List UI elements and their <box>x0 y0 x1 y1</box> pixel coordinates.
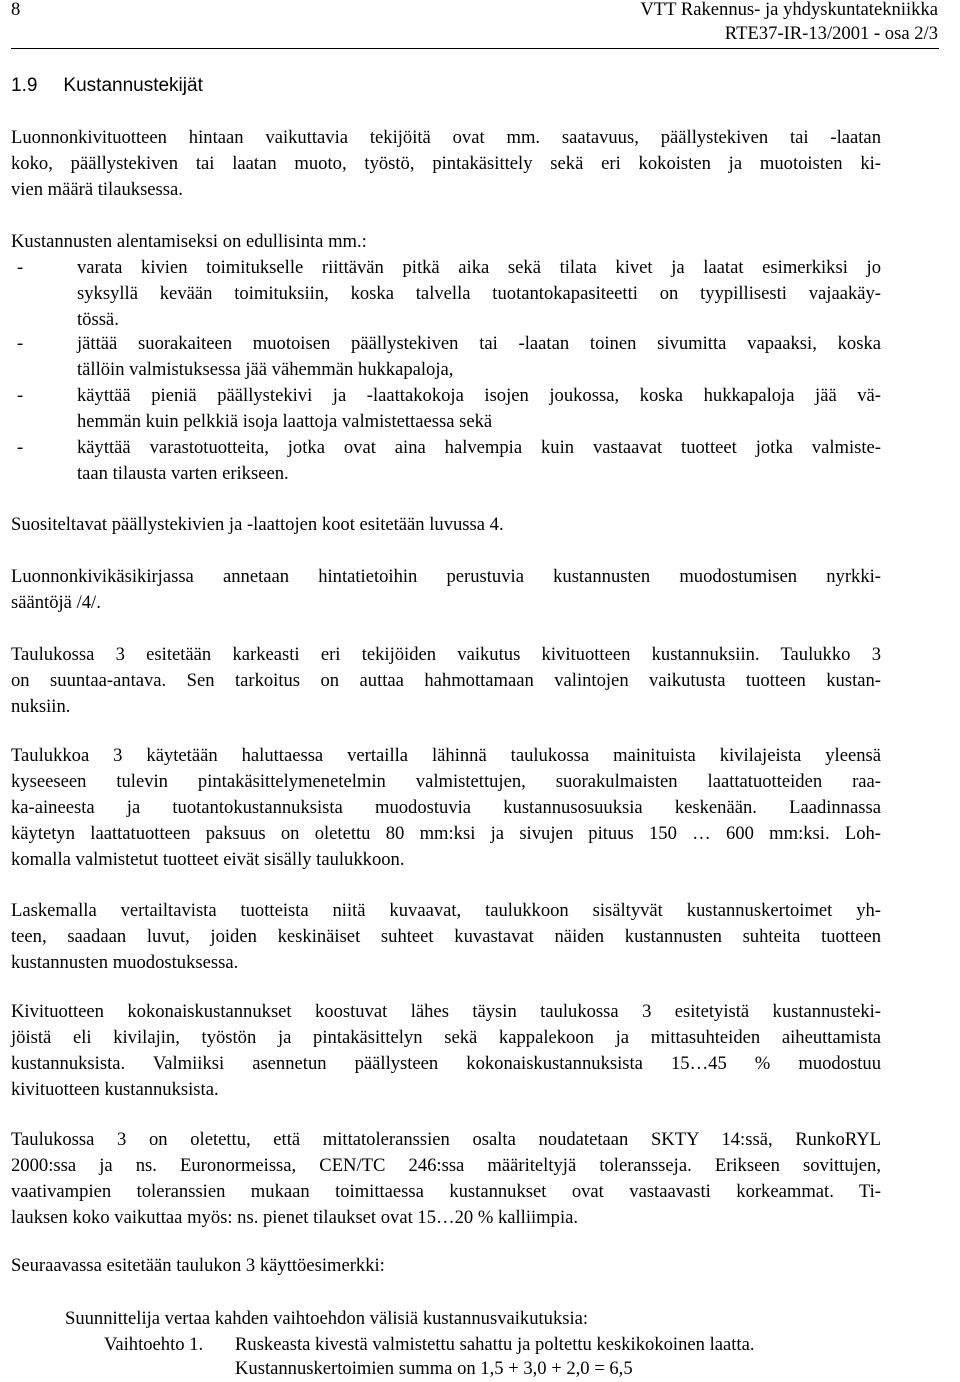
example-option-text: Ruskeasta kivestä valmistettu sahattu ja poltettu keskikokoinen laatta. <box>235 1334 755 1355</box>
list-item-line: tössä. <box>77 309 119 330</box>
list-item-line: varata kivien toimitukselle riittävän pitkä aika sekä tilata kivet ja laatat esimerkiksi jo <box>77 257 881 278</box>
paragraph-line: kyseeseen tulevin pintakäsittelymenetelmin valmistettujen, suorakulmaisten laattatuotteiden raa- <box>11 771 881 792</box>
list-item-line: tällöin valmistuksessa jää vähemmän hukkapaloja, <box>77 359 454 380</box>
example-option-label: Vaihtoehto 1. <box>104 1334 204 1355</box>
paragraph-line: Laskemalla vertailtavista tuotteista niitä kuvaavat, taulukkoon sisältyvät kustannuskertoimet yh- <box>11 900 881 921</box>
header-organization: VTT Rakennus- ja yhdyskuntatekniikka <box>640 0 938 20</box>
paragraph-line: kustannuksista. Valmiiksi asennetun päällysteen kokonaiskustannuksista 15…45 % muodostuu <box>11 1053 881 1074</box>
list-item-line: jättää suorakaiteen muotoisen päällystekiven tai -laatan toinen sivumitta vapaaksi, koska <box>77 333 881 354</box>
paragraph-line: Taulukkoa 3 käytetään haluttaessa vertailla lähinnä taulukossa mainituista kivilajeista yleensä <box>11 745 881 766</box>
paragraph-line: ka-aineesta ja tuotantokustannuksista muodostuvia kustannusosuuksia keskenään. Laadinnassa <box>11 797 881 818</box>
example-intro: Suunnittelija vertaa kahden vaihtoehdon välisiä kustannusvaikutuksia: <box>65 1308 589 1329</box>
paragraph-line: Luonnonkivituotteen hintaan vaikuttavia tekijöitä ovat mm. saatavuus, päällystekiven tai -laatan <box>11 127 881 148</box>
paragraph-line: vien määrä tilauksessa. <box>11 179 183 200</box>
header-divider <box>11 48 939 49</box>
section-heading <box>11 73 203 99</box>
paragraph-line: Taulukossa 3 esitetään karkeasti eri tekijöiden vaikutus kivituotteen kustannuksiin. Taulukko 3 <box>11 644 881 665</box>
paragraph-line: teen, saadaan luvut, joiden keskinäiset suhteet kuvastavat näiden kustannusten suhteita tuotteen <box>11 926 881 947</box>
list-item-line: syksyllä kevään toimituksiin, koska talvella tuotantokapasiteetti on tyypillisesti vajaakäy- <box>77 283 881 304</box>
paragraph-line: nuksiin. <box>11 696 71 717</box>
list-bullet: - <box>17 385 24 406</box>
paragraph-line: kustannusten muodostuksessa. <box>11 952 239 973</box>
paragraph-line: jöistä eli kivilajin, työstön ja pintakäsittelyn sekä kappalekoon ja mittasuhteiden aiheuttamista <box>11 1027 881 1048</box>
list-bullet: - <box>17 437 24 458</box>
section-title: Kustannustekijät <box>63 75 203 96</box>
list-item-line: käyttää varastotuotteita, jotka ovat aina halvempia kuin vastaavat tuotteet jotka valmiste- <box>77 437 881 458</box>
list-bullet: - <box>17 333 24 354</box>
list-bullet: - <box>17 257 24 278</box>
list-item-line: hemmän kuin pelkkiä isoja laattoja valmistettaessa sekä <box>77 411 493 432</box>
paragraph-line: Luonnonkivikäsikirjassa annetaan hintatietoihin perustuvia kustannusten muodostumisen nyrkki- <box>11 566 881 587</box>
header-report-id: RTE37-IR-13/2001 - osa 2/3 <box>724 23 938 44</box>
example-sum: Kustannuskertoimien summa on 1,5 + 3,0 + 2,0 = 6,5 <box>235 1358 633 1379</box>
paragraph-line: on suuntaa-antava. Sen tarkoitus on auttaa hahmottamaan valintojen vaikutusta tuotteen kustan- <box>11 670 881 691</box>
paragraph-line: sääntöjä /4/. <box>11 592 101 613</box>
list-item-line: käyttää pieniä päällystekivi ja -laattakokoja isojen joukossa, koska hukkapaloja jää vä- <box>77 385 881 406</box>
paragraph-line: Suositeltavat päällystekivien ja -laattojen koot esitetään luvussa 4. <box>11 514 504 535</box>
paragraph-line: Taulukossa 3 on oletettu, että mittatoleranssien osalta noudatetaan SKTY 14:ssä, RunkoRYL <box>11 1129 881 1150</box>
section-number: 1.9 <box>11 75 38 96</box>
page-number: 8 <box>11 0 21 20</box>
paragraph-line: 2000:ssa ja ns. Euronormeissa, CEN/TC 246:ssa määriteltyjä toleransseja. Erikseen sovittujen, <box>11 1155 881 1176</box>
paragraph-line: komalla valmistetut tuotteet eivät sisälly taulukkoon. <box>11 849 405 870</box>
paragraph-line: lauksen koko vaikuttaa myös: ns. pienet tilaukset ovat 15…20 % kalliimpia. <box>11 1207 579 1228</box>
paragraph-line: Seuraavassa esitetään taulukon 3 käyttöesimerkki: <box>11 1255 385 1276</box>
paragraph-line: kivituotteen kustannuksista. <box>11 1079 219 1100</box>
paragraph-line: vaativampien toleranssien mukaan toimittaessa kustannukset ovat vastaavasti korkeammat. Ti- <box>11 1181 881 1202</box>
paragraph-line: Kivituotteen kokonaiskustannukset koostuvat lähes täysin taulukossa 3 esitetyistä kustannusteki- <box>11 1001 881 1022</box>
paragraph-line: koko, päällystekiven tai laatan muoto, työstö, pintakäsittely sekä eri kokoisten ja muotoisten ki- <box>11 153 881 174</box>
paragraph-line: käytetyn laattatuotteen paksuus on oletettu 80 mm:ksi ja sivujen pituus 150 … 600 mm:ksi. Loh- <box>11 823 881 844</box>
paragraph-line: Kustannusten alentamiseksi on edullisinta mm.: <box>11 231 367 252</box>
list-item-line: taan tilausta varten erikseen. <box>77 463 289 484</box>
